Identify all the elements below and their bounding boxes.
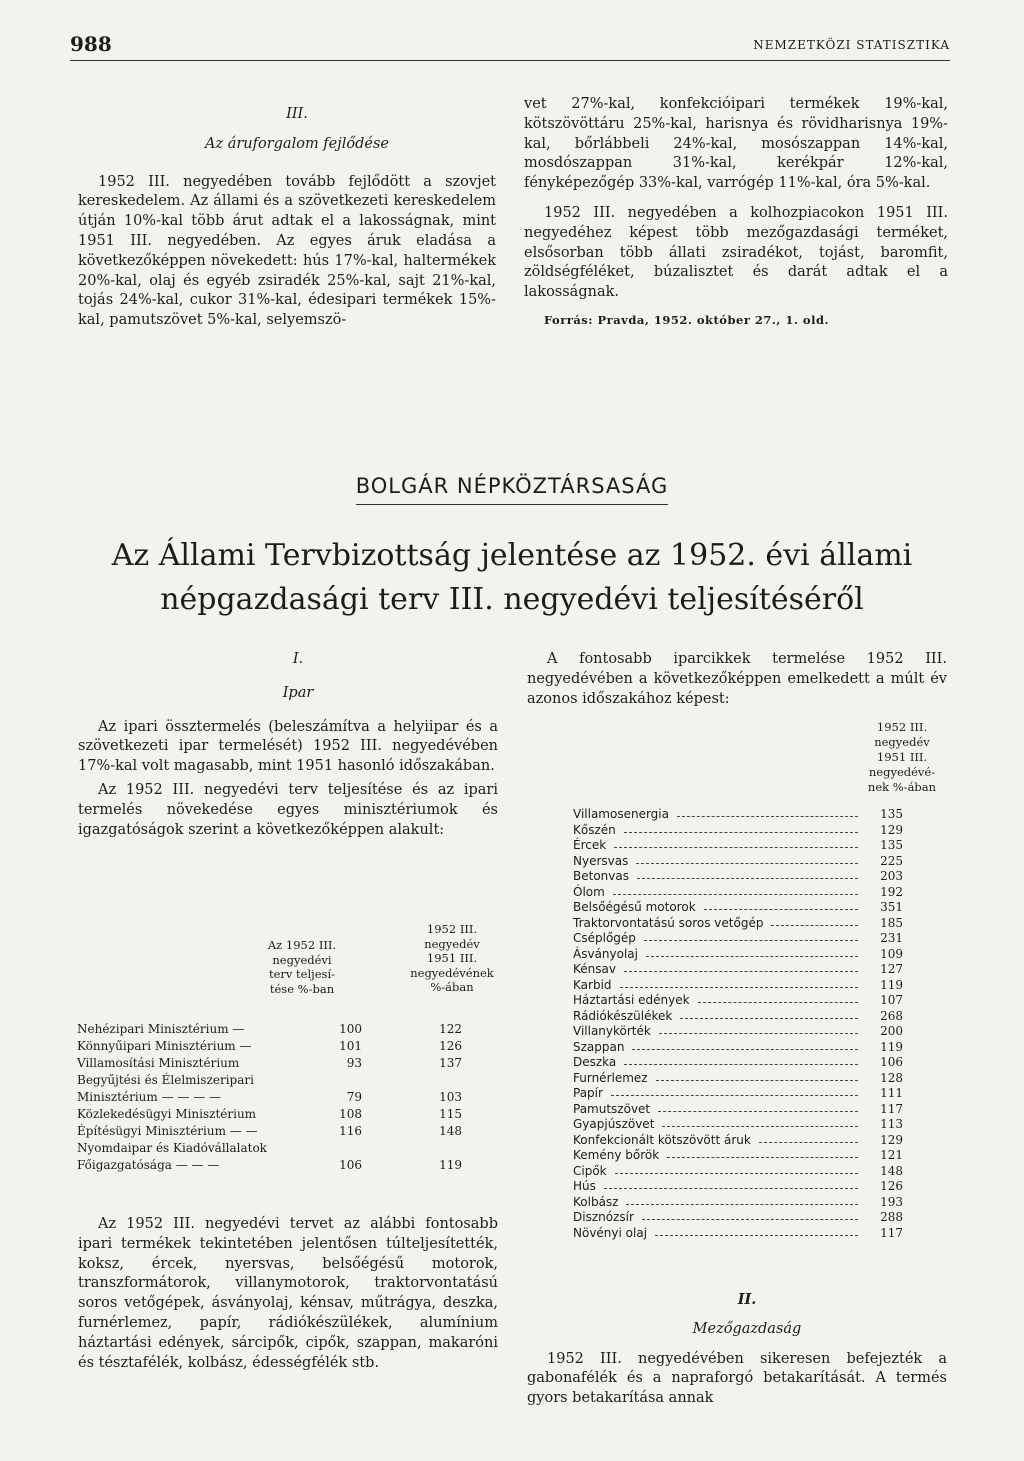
product-name: Cséplőgép	[573, 931, 636, 945]
product-value: 129	[880, 1132, 903, 1147]
product-row	[573, 1024, 903, 1040]
product-value: 185	[880, 915, 903, 930]
product-name: Traktorvontatású soros vetőgép	[573, 915, 764, 930]
product-name: Háztartási edények	[573, 993, 690, 1007]
right-intro: A fontosabb iparcikkek termelése 1952 III. negyedévében a következőképpen emelkedett a múlt év azonos időszakához képest:	[527, 651, 947, 707]
product-name: Deszka	[573, 1055, 617, 1069]
product-name: Kénsav	[573, 962, 616, 976]
section3-paragraph-continued: vet 27%-kal, konfekcióipari termékek 19%-kal, kötszövöttáru 25%-kal, harisnya és rövidharisnya 19%-kal, bőrlábbeli 24%-kal, mosószappan 14%-kal, mosdószappan 31%-kal, kerékpár 12%-kal, fényképezőgép 33%-kal, varrógép 11%-kal, óra 5%-kal.	[524, 96, 948, 192]
product-name: Ásványolaj	[573, 946, 638, 961]
plan-fulfilment-value: 106	[339, 1158, 362, 1172]
leader-dashes	[656, 1071, 858, 1081]
leader-dashes	[771, 916, 858, 926]
part1-numeral: I.	[292, 651, 304, 667]
product-name: Konfekcionált kötszövött áruk	[573, 1132, 751, 1147]
product-value: 225	[880, 853, 903, 868]
section3-paragraph-2: 1952 III. negyedében a kolhozpiacokon 1951 III. negyedéhez képest több mezőgazdasági terméket, elsősorban több állati zsiradékot, tojást, baromfit, zöldségféléket, búzalisztet és darát adtak el a lakosságnak.	[524, 204, 948, 301]
product-value: 111	[880, 1086, 903, 1100]
product-row	[573, 1086, 903, 1102]
leader-dashes	[614, 838, 858, 848]
leader-dashes	[655, 1226, 858, 1236]
product-name: Cipők	[573, 1163, 607, 1178]
part1-paragraph-3-block	[78, 1215, 498, 1373]
leader-dashes	[642, 1210, 858, 1220]
leader-dashes	[604, 1179, 858, 1189]
leader-dashes	[624, 962, 858, 972]
growth-value: 103	[439, 1090, 462, 1104]
product-name: Betonvas	[573, 869, 629, 883]
leader-dashes	[620, 978, 858, 988]
product-value: 135	[880, 807, 903, 821]
product-row	[573, 838, 903, 854]
leader-dashes	[698, 993, 858, 1003]
product-row	[573, 1009, 903, 1025]
product-value: 106	[880, 1055, 903, 1069]
product-value: 135	[880, 838, 903, 852]
ministry-name: Főigazgatósága — — —	[77, 1158, 220, 1172]
product-row	[573, 1102, 903, 1118]
growth-value: 148	[439, 1124, 462, 1138]
plan-fulfilment-value: 108	[339, 1107, 362, 1121]
part1-paragraph-1: Az ipari össztermelés (beleszámítva a helyiipar és a szövetkezeti ipar termelését) 1952 III. negyedévében 17%-kal volt magasabb, mint 1951 hasonló időszakában.	[78, 718, 498, 775]
leader-dashes	[632, 1040, 858, 1050]
journal-title: NEMZETKÖZI STATISZTIKA	[753, 38, 950, 52]
product-name: Gyapjúszövet	[573, 1117, 655, 1131]
leader-dashes	[626, 1195, 858, 1205]
product-value: 288	[880, 1210, 903, 1224]
leader-dashes	[662, 1117, 858, 1127]
product-name: Növényi olaj	[573, 1225, 648, 1240]
product-row	[573, 1164, 903, 1180]
ministry-name: Begyűjtési és Élelmiszeripari	[77, 1073, 254, 1087]
product-value: 121	[880, 1148, 903, 1162]
product-row	[573, 869, 903, 885]
page-number: 988	[70, 32, 112, 56]
product-value: 129	[880, 822, 903, 837]
plan-fulfilment-value: 79	[346, 1090, 362, 1104]
product-row	[573, 885, 903, 901]
product-name: Villamosenergia	[573, 807, 669, 821]
product-value: 127	[880, 962, 903, 976]
product-row	[573, 1210, 903, 1226]
leader-dashes	[646, 947, 858, 957]
growth-value: 122	[439, 1022, 462, 1036]
ministry-name: Nehézipari Minisztérium —	[77, 1022, 245, 1036]
product-value: 231	[880, 931, 903, 945]
growth-value: 137	[439, 1056, 462, 1070]
product-name: Furnérlemez	[573, 1070, 648, 1085]
ministry-name: Minisztérium — — — —	[77, 1090, 222, 1104]
report-title-line-2: népgazdasági terv III. negyedévi teljesítéséről	[160, 582, 864, 617]
product-name: Belsőégésű motorok	[573, 900, 696, 914]
running-header	[70, 32, 950, 61]
product-value: 126	[880, 1179, 903, 1193]
plan-fulfilment-value: 100	[339, 1022, 362, 1036]
section3-paragraph: 1952 III. negyedében tovább fejlődött a szovjet kereskedelem. Az állami és a szövetkezeti kereskedelem útján 10%-kal több árut adtak el a lakosságnak, mint 1951 III. negyedében. Az egyes áruk eladása a következőképpen növekedett: hús 17%-kal, haltermékek 20%-kal, olaj és egyéb zsiradék 25%-kal, sajt 21%-kal, tojás 24%-kal, cukor 31%-kal, édesipari termékek 15%-kal, pamutszövet 5%-kal, selyemszö-	[78, 173, 496, 329]
leader-dashes	[680, 1009, 858, 1019]
product-name: Kemény bőrök	[573, 1148, 660, 1162]
product-name: Rádiókészülékek	[573, 1008, 673, 1023]
ministry-name: Nyomdaipar és Kiadóvállalatok	[77, 1141, 267, 1155]
product-row	[573, 1195, 903, 1211]
part2-heading: Mezőgazdaság	[692, 1320, 802, 1337]
product-value: 117	[880, 1101, 903, 1116]
product-row	[573, 993, 903, 1009]
product-value: 128	[880, 1070, 903, 1085]
product-row	[573, 854, 903, 870]
products-table-header: 1952 III. negyedév 1951 III. negyedévé- nek %-ában	[867, 720, 937, 794]
part1-paragraph-3: Az 1952 III. negyedévi tervet az alábbi fontosabb ipari termékek tekintetében jelentősen túlteljesítették, koksz, ércek, nyersvas, belsőégésű motorok, transzformátorok, villanymotorok, traktorvontatású soros vetőgépek, ásványolaj, kénsav, műtrágya, deszka, furnérlemez, papír, rádiókészülékek, alumínium háztartási edények, sárcipők, cipők, szappan, makaróni és tésztafélék, kolbász, édességfélék stb.	[78, 1216, 498, 1371]
ministry-name: Könnyűipari Minisztérium —	[77, 1039, 252, 1053]
product-name: Kőszén	[573, 822, 616, 837]
product-row	[573, 1071, 903, 1087]
part2-column	[527, 1290, 947, 1409]
part1-paragraph-2: Az 1952 III. negyedévi terv teljesítése és az ipari termelés növekedése egyes minisztériumok és igazgatóságok szerint a következőképpen alakult:	[78, 781, 498, 838]
section3-right-column	[524, 95, 948, 331]
leader-dashes	[615, 1164, 858, 1174]
product-value: 203	[880, 869, 903, 883]
section3-heading: Az áruforgalom fejlődése	[204, 135, 389, 152]
ministry-name: Villamosítási Minisztérium	[77, 1056, 240, 1070]
growth-value: 119	[439, 1158, 462, 1172]
section3-numeral: III.	[286, 106, 308, 122]
leader-dashes	[704, 900, 858, 910]
product-row	[573, 1040, 903, 1056]
leader-dashes	[611, 1086, 858, 1096]
product-value: 148	[880, 1163, 903, 1178]
ministry-name: Közlekedésügyi Minisztérium	[77, 1107, 257, 1121]
product-name: Nyersvas	[573, 853, 629, 868]
part1-heading: Ipar	[282, 684, 314, 701]
right-intro-block	[527, 650, 947, 709]
growth-value: 115	[439, 1107, 462, 1121]
plan-fulfilment-value: 101	[339, 1039, 362, 1053]
product-row	[573, 916, 903, 932]
leader-dashes	[659, 1024, 858, 1034]
ministry-table-header-2: 1952 III. negyedév 1951 III. negyedévének %-ában	[410, 922, 494, 994]
product-row	[573, 1179, 903, 1195]
source-note: Forrás: Pravda, 1952. október 27., 1. old.	[544, 312, 830, 327]
product-row	[573, 900, 903, 916]
leader-dashes	[624, 1055, 858, 1065]
product-row	[573, 962, 903, 978]
leader-dashes	[637, 869, 858, 879]
leader-dashes	[759, 1133, 858, 1143]
leader-dashes	[644, 931, 858, 941]
product-value: 268	[880, 1008, 903, 1023]
report-title-line-1: Az Állami Tervbizottság jelentése az 1952. évi állami	[111, 538, 913, 573]
product-row	[573, 947, 903, 963]
product-value: 117	[880, 1225, 903, 1240]
product-row	[573, 978, 903, 994]
product-value: 192	[880, 884, 903, 899]
section3-left-column	[78, 105, 496, 331]
product-name: Disznózsír	[573, 1210, 634, 1224]
product-row	[573, 1148, 903, 1164]
product-value: 113	[880, 1117, 903, 1131]
plan-fulfilment-value: 116	[339, 1124, 362, 1138]
product-name: Ércek	[573, 838, 607, 852]
product-row	[573, 931, 903, 947]
product-value: 109	[880, 946, 903, 961]
part2-paragraph: 1952 III. negyedévében sikeresen befejezték a gabonafélék és a napraforgó betakarítását. A termés gyors betakarítása annak	[527, 1350, 947, 1407]
product-name: Villanykörték	[573, 1024, 651, 1038]
product-row	[573, 823, 903, 839]
report-title	[60, 534, 964, 622]
country-heading: BOLGÁR NÉPKÖZTÁRSASÁG	[0, 474, 1024, 498]
product-value: 200	[880, 1024, 903, 1038]
leader-dashes	[624, 823, 858, 833]
product-row	[573, 1133, 903, 1149]
product-name: Pamutszövet	[573, 1101, 651, 1116]
product-row	[573, 1117, 903, 1133]
product-row	[573, 807, 903, 823]
product-value: 119	[880, 977, 903, 992]
ministry-table-header-1: Az 1952 III. negyedévi terv teljesí- tése %-ban	[267, 938, 337, 996]
product-row	[573, 1055, 903, 1071]
product-value: 119	[880, 1039, 903, 1054]
product-value: 193	[880, 1194, 903, 1209]
leader-dashes	[677, 807, 858, 817]
plan-fulfilment-value: 93	[346, 1056, 362, 1070]
leader-dashes	[667, 1148, 858, 1158]
product-name: Hús	[573, 1179, 596, 1193]
leader-dashes	[658, 1102, 858, 1112]
product-name: Papír	[573, 1086, 603, 1100]
product-name: Kolbász	[573, 1194, 619, 1209]
growth-value: 126	[439, 1039, 462, 1053]
leader-dashes	[613, 885, 858, 895]
part1-column	[78, 650, 498, 840]
product-name: Szappan	[573, 1039, 625, 1054]
product-value: 107	[880, 993, 903, 1007]
product-row	[573, 1226, 903, 1242]
ministry-name: Építésügyi Minisztérium — —	[77, 1124, 258, 1138]
part2-numeral: II.	[737, 1291, 757, 1308]
leader-dashes	[636, 854, 858, 864]
product-name: Ólom	[573, 884, 605, 899]
product-value: 351	[880, 900, 903, 914]
product-name: Karbid	[573, 977, 612, 992]
